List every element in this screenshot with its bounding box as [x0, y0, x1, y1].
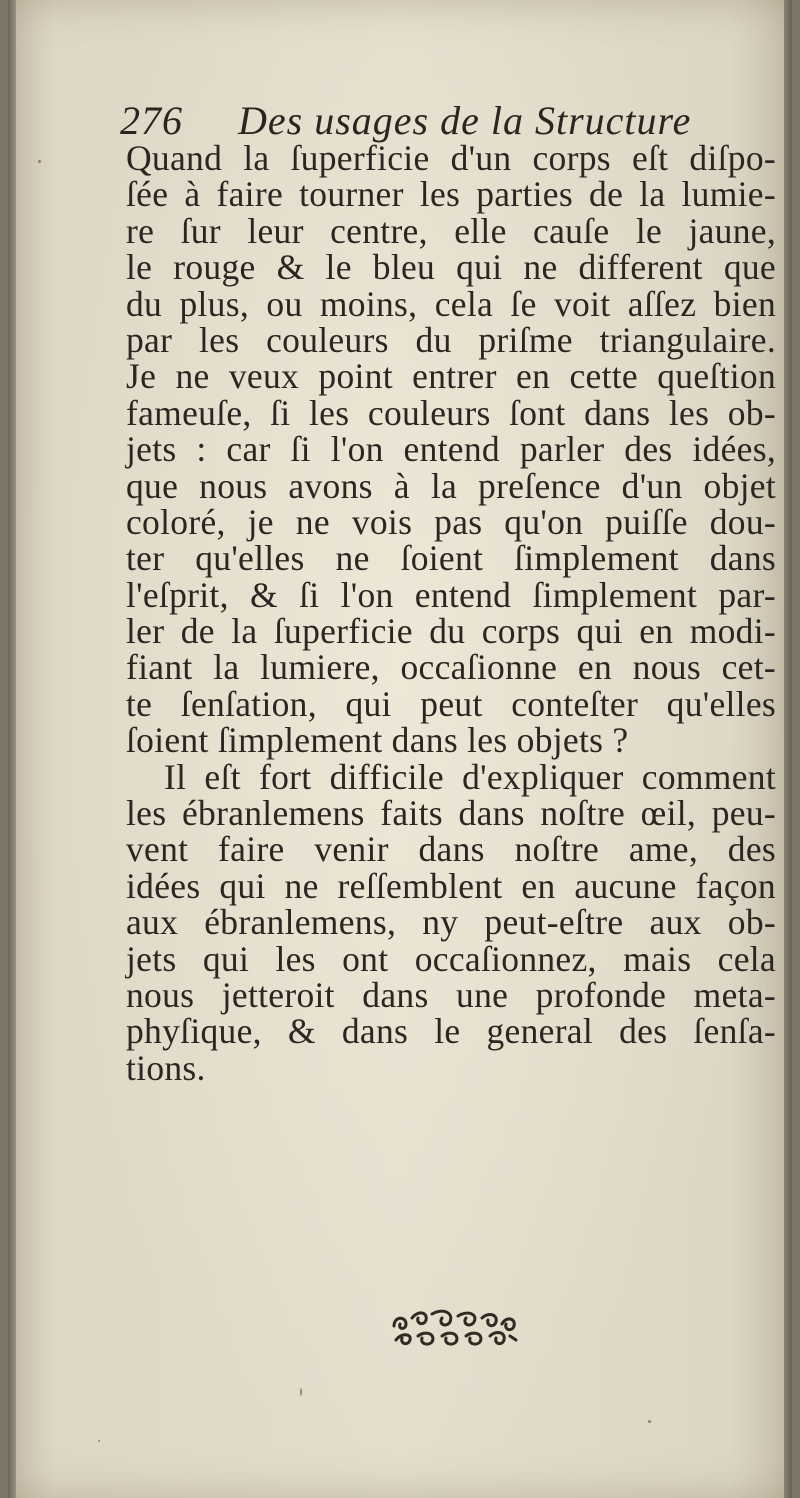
- text-line: les ébranlemens faits dans noſtre œil, peu-: [126, 793, 776, 834]
- paper-speck: [38, 160, 41, 163]
- printers-flower-ornament-icon: [388, 1306, 520, 1348]
- body-text: [126, 140, 776, 1086]
- text-line: re ſur leur centre, elle cauſe le jaune,: [126, 210, 776, 251]
- text-line: Quand la ſuperficie d'un corps eſt diſpo-: [126, 138, 776, 178]
- text-line: Il eſt fort difficile d'expliquer comment: [164, 756, 776, 797]
- paper-speck: [300, 1388, 302, 1396]
- text-line: Je ne veux point entrer en cette queſtion: [126, 356, 776, 397]
- page-edge-shadow: [784, 0, 792, 1498]
- paragraph-2: [126, 756, 776, 1088]
- text-line: fiant la lumiere, occaſionne en nous cet-: [126, 647, 776, 688]
- text-line: phyſique, & dans le general des ſenſa-: [126, 1011, 776, 1052]
- page-gutter-shadow: [8, 0, 16, 1498]
- text-line: te ſenſation, qui peut conteſter qu'elles: [126, 683, 776, 724]
- text-line: du plus, ou moins, cela ſe voit aſſez bien: [126, 283, 776, 324]
- text-line: ſoient ſimplement dans les objets ?: [126, 720, 629, 761]
- text-line: jets qui les ont occaſionnez, mais cela: [126, 938, 776, 979]
- text-line: vent faire venir dans noſtre ame, des: [126, 829, 776, 870]
- text-line: l'eſprit, & ſi l'on entend ſimplement par-: [126, 574, 776, 615]
- text-line: nous jetteroit dans une profonde meta-: [126, 974, 776, 1015]
- text-line: coloré, je ne vois pas qu'on puiſſe dou-: [126, 501, 776, 542]
- paragraph-1: [126, 140, 776, 759]
- book-page: [8, 0, 792, 1498]
- text-line: jets : car ſi l'on entend parler des idées,: [126, 429, 776, 470]
- text-line: aux ébranlemens, ny peut-eſtre aux ob-: [126, 902, 776, 943]
- running-title: Des usages de la Structure: [238, 98, 692, 143]
- text-line: le rouge & le bleu qui ne different que: [126, 247, 776, 288]
- text-line: ter qu'elles ne ſoient ſimplement dans: [126, 538, 776, 579]
- text-line: que nous avons à la preſence d'un objet: [126, 465, 776, 506]
- text-line: par les couleurs du priſme triangulaire.: [126, 319, 776, 360]
- text-line: ler de la ſuperficie du corps qui en modi-: [126, 611, 776, 652]
- page-number: 276: [120, 98, 183, 143]
- text-line: ſée à faire tourner les parties de la lumie-: [126, 174, 776, 215]
- text-line: fameuſe, ſi les couleurs ſont dans les ob-: [126, 392, 776, 433]
- paper-speck: [98, 1440, 100, 1442]
- text-line: tions.: [126, 1047, 206, 1088]
- paper-speck: [648, 1420, 651, 1423]
- text-line: idées qui ne reſſemblent en aucune façon: [126, 865, 776, 906]
